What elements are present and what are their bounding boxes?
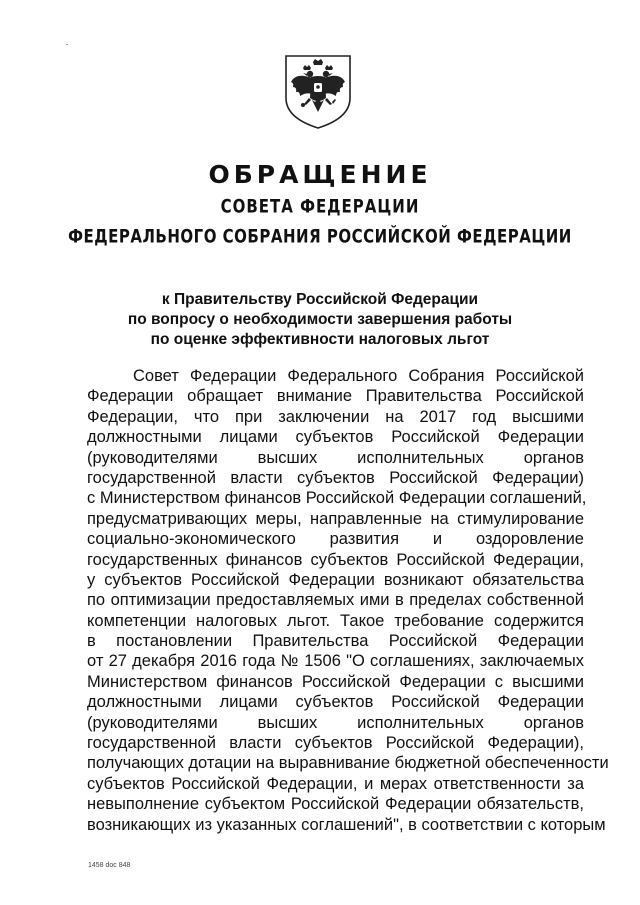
body-line: в постановлении Правительства Российской Федерации (87, 632, 584, 651)
addressee-block (0, 290, 640, 350)
addressee-line: к Правительству Российской Федерации (161, 291, 479, 308)
body-line: социально-экономического развития и оздоровление (87, 530, 584, 549)
body-line: невыполнение субъектом Российской Федерации обязательств, (87, 795, 584, 814)
issuer-line-2: ФЕДЕРАЛЬНОГО СОБРАНИЯ РОССИЙСКОЙ ФЕДЕРАЦИИ (68, 225, 572, 248)
body-line: должностными лицами субъектов Российской Федерации (87, 693, 584, 712)
body-line: с Министерством финансов Российской Федерации соглашений, (87, 489, 587, 508)
body-line: должностными лицами субъектов Российской Федерации (87, 428, 584, 447)
body-line: Федерации, что при заключении на 2017 год высшими (87, 407, 584, 426)
body-line: (руководителями высших исполнительных органов (87, 448, 584, 467)
body-line: государственной власти субъектов Российской Федерации) (87, 468, 584, 487)
scan-speck (66, 44, 68, 45)
addressee-line: по оценке эффективности налоговых льгот (150, 331, 490, 348)
body-line: получающих дотации на выравнивание бюджетной обеспеченности (87, 754, 609, 773)
body-line: государственных финансов субъектов Российской Федерации, (87, 550, 584, 569)
body-line: Министерством финансов Российской Федерации с высшими (87, 672, 584, 691)
footer-doc-code: 1458 doc 848 (88, 862, 131, 869)
body-line: компетенции налоговых льгот. Такое требование содержится (87, 611, 584, 630)
body-text (87, 366, 609, 835)
document-title: ОБРАЩЕНИЕ (208, 160, 432, 189)
body-line: Совет Федерации Федерального Собрания Российской (133, 367, 584, 385)
body-line: предусматривающих меры, направленные на стимулирование (87, 509, 584, 528)
body-line: у субъектов Российской Федерации возникают обязательства (87, 570, 584, 589)
addressee-line: по вопросу о необходимости завершения работы (127, 311, 513, 328)
body-line: по оптимизации предоставляемых ими в пределах собственной (87, 591, 584, 610)
body-line: Федерации обращает внимание Правительства Российской (87, 387, 584, 406)
body-line: от 27 декабря 2016 года № 1506 "О соглашениях, заключаемых (87, 652, 584, 671)
body-line: (руководителями высших исполнительных органов (87, 713, 584, 732)
body-line: возникающих из указанных соглашений", в соответствии с которым (87, 815, 606, 834)
body-line: государственной власти субъектов Российской Федерации), (87, 734, 584, 753)
issuer-line-1: СОВЕТА ФЕДЕРАЦИИ (220, 195, 420, 218)
coat-of-arms-icon (282, 52, 354, 130)
body-line: субъектов Российской Федерации, и мерах ответственности за (87, 774, 584, 793)
